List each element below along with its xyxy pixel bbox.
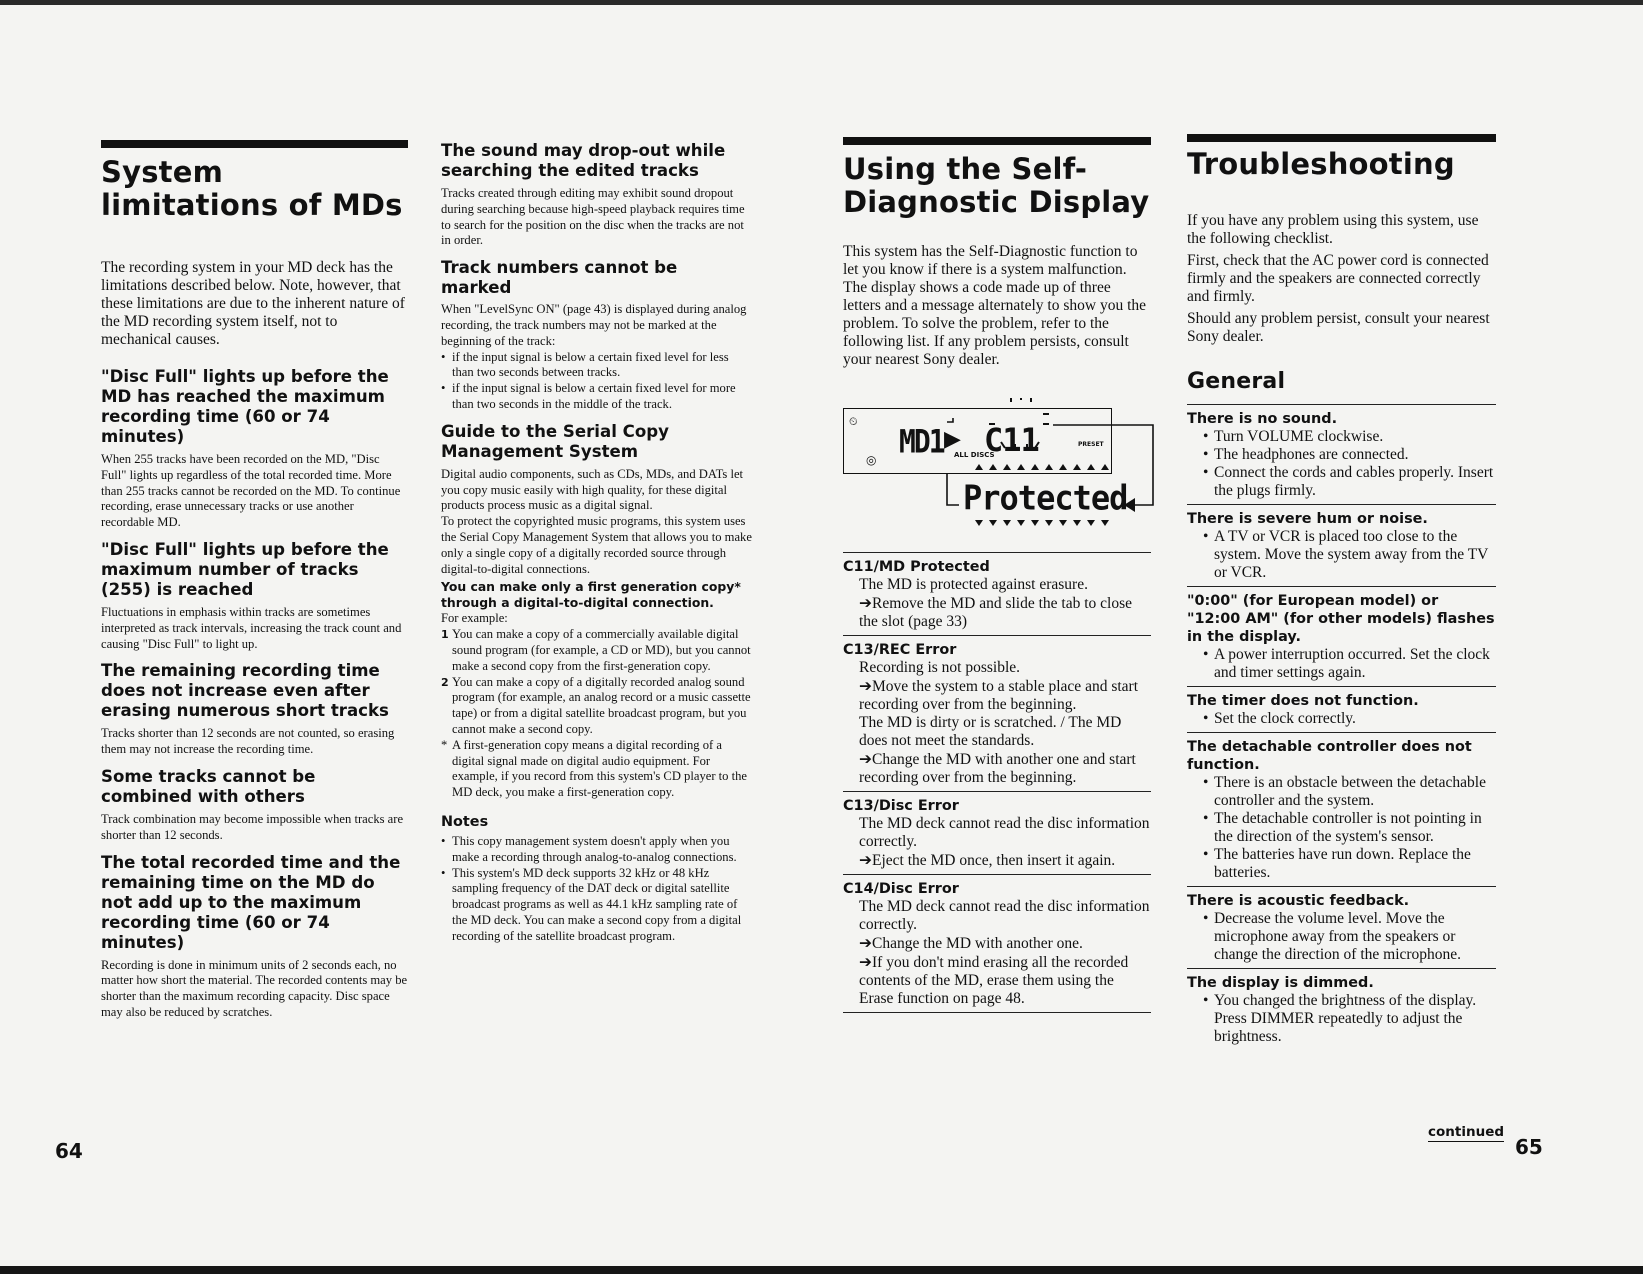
list-item: • The detachable controller is not pointing in the direction of the system's sensor. xyxy=(1203,810,1496,846)
footnote-text: A first-generation copy means a digital recording of a digital signal made on digital audio equipment. For example, if you record from this system's CD player to the MD deck, you make a first-generation copy. xyxy=(452,737,748,800)
error-cause: Recording is not possible. xyxy=(859,659,1021,676)
column-self-diagnostic xyxy=(843,0,1151,369)
list-item: • This system's MD deck supports 32 kHz or 48 kHz sampling frequency of the DAT deck or digital satellite broadcast programs as well as 44.1 kHz sampling rate of the MD deck. You can make a second copy from a digital recording of the satellite broadcast program. xyxy=(441,866,753,945)
list-item: • You changed the brightness of the display. Press DIMMER repeatedly to adjust the brightness. xyxy=(1203,992,1496,1046)
page-bottom-edge xyxy=(0,1266,1643,1274)
column-troubleshooting xyxy=(1187,0,1496,1050)
page-title-system-limitations: System limitations of MDs xyxy=(101,155,403,222)
ts-intro-1: If you have any problem using this system, use the following checklist. xyxy=(1187,212,1479,247)
item-number: 1 xyxy=(441,628,449,642)
disc-icon: ◎ xyxy=(866,453,877,467)
column-sound-and-scms xyxy=(441,0,753,944)
list-item: • Decrease the volume level. Move the microphone away from the speakers or change the direction of the microphone. xyxy=(1203,910,1496,964)
error-cause: The MD deck cannot read the disc information correctly. xyxy=(859,898,1150,933)
error-code-c14-disc xyxy=(843,874,1151,1013)
error-fix xyxy=(843,594,1151,631)
item-text: You can make a copy of a commercially available digital sound program (for example, a CD or MD), but you cannot make a second copy from the first-generation copy. xyxy=(452,627,751,673)
section-disc-full-tracks xyxy=(101,540,408,652)
error-code-heading: C11/MD Protected xyxy=(843,559,990,575)
remedy-list xyxy=(1187,528,1496,582)
problem-display-dimmed xyxy=(1187,969,1496,1050)
problem-controller xyxy=(1187,733,1496,887)
notes-heading: Notes xyxy=(441,813,489,830)
section-heading: The remaining recording time does not increase even after erasing numerous short tracks xyxy=(101,661,389,721)
list-item: • A power interruption occurred. Set the clock and timer settings again. xyxy=(1203,646,1496,682)
section-combine-tracks xyxy=(101,767,408,844)
fix-text: Change the MD with another one. xyxy=(872,935,1083,952)
problem-title: There is acoustic feedback. xyxy=(1187,893,1410,909)
column-system-limitations xyxy=(101,0,408,1021)
error-fix xyxy=(843,750,1151,787)
problem-no-sound xyxy=(1187,405,1496,505)
problem-title: The detachable controller does not function. xyxy=(1187,739,1472,773)
error-code-c13-disc xyxy=(843,791,1151,874)
list-item: • The headphones are connected. xyxy=(1203,446,1496,464)
section-heading-scms: Guide to the Serial Copy Management System xyxy=(441,421,669,461)
list-item: • if the input signal is below a certain fixed level for less than two seconds between tracks. xyxy=(441,350,753,382)
remedy-list xyxy=(1187,710,1496,728)
scms-examples xyxy=(441,627,753,738)
fix-text: Remove the MD and slide the tab to close the slot (page 33) xyxy=(859,595,1132,630)
footnote-mark: * xyxy=(441,737,448,752)
arrow-right-icon: ➔ xyxy=(859,594,872,612)
fix-text: Move the system to a stable place and start recording over from the beginning. xyxy=(859,678,1139,713)
fix-text: Eject the MD once, then insert it again. xyxy=(872,852,1116,869)
display-md1-text: MD1 xyxy=(899,422,944,461)
error-cause: The MD is protected against erasure. xyxy=(859,576,1088,593)
problem-title: The timer does not function. xyxy=(1187,693,1419,709)
section-text: Tracks created through editing may exhibit sound dropout during searching because high-speed playback requires time to search for the position on the disc when the tracks are not in order. xyxy=(441,186,745,248)
error-code-c13-rec xyxy=(843,635,1151,791)
error-cause: The MD is dirty or is scratched. / The MD does not meet the standards. xyxy=(859,714,1122,749)
problem-timer xyxy=(1187,687,1496,733)
page-title-self-diagnostic: Using the Self-Diagnostic Display xyxy=(843,152,1150,219)
ts-intro-3: Should any problem persist, consult your nearest Sony dealer. xyxy=(1187,310,1490,345)
section-heading: The total recorded time and the remaining time on the MD do not add up to the maximum recording time (60 or 74 minutes) xyxy=(101,852,401,952)
error-code-heading: C13/Disc Error xyxy=(843,798,959,814)
arrow-right-icon: ➔ xyxy=(859,953,872,971)
scms-bold-note: You can make only a first generation copy* through a digital-to-digital connection. xyxy=(441,579,741,611)
list-item: • This copy management system doesn't apply when you make a recording through analog-to-analog connections. xyxy=(441,834,753,866)
item-number: 2 xyxy=(441,675,449,689)
display-message-text: Protected xyxy=(963,478,1128,518)
problem-clock-flashes xyxy=(1187,587,1496,687)
problem-title: There is severe hum or noise. xyxy=(1187,511,1428,527)
list-item: • There is an obstacle between the detachable controller and the system. xyxy=(1203,774,1496,810)
remedy-list xyxy=(1187,428,1496,500)
title-rule xyxy=(101,140,408,148)
section-total-time xyxy=(101,853,408,1021)
list-item: • Connect the cords and cables properly. Insert the plugs firmly. xyxy=(1203,464,1496,500)
section-heading: "Disc Full" lights up before the MD has reached the maximum recording time (60 or 74 minutes) xyxy=(101,367,389,446)
section-heading: Some tracks cannot be combined with others xyxy=(101,766,316,806)
section-text: Recording is done in minimum units of 2 seconds each, no matter how short the material. The recorded contents may be shorter than the maximum recording capacity. Disc space may also be reduced by scratches. xyxy=(101,957,408,1019)
intro-text: The recording system in your MD deck has the limitations described below. Note, however, that these limitations are due to the inherent nature of the MD recording system itself, not to mechanical causes. xyxy=(101,259,405,348)
scms-paragraph-1: Digital audio components, such as CDs, MDs, and DATs let you copy music easily with high quality, for these digital products process music as a digital signal. xyxy=(441,466,744,513)
preset-label: PRESET xyxy=(1078,441,1104,448)
arrow-right-icon: ➔ xyxy=(859,851,872,869)
section-heading: "Disc Full" lights up before the maximum number of tracks (255) is reached xyxy=(101,539,389,599)
list-item: • if the input signal is below a certain fixed level for more than two seconds in the middle of the track. xyxy=(441,381,753,413)
display-code-text: C11 xyxy=(984,421,1039,459)
ts-intro-2: First, check that the AC power cord is connected firmly and the speakers are connected correctly and firmly. xyxy=(1187,252,1489,305)
error-code-list xyxy=(843,552,1151,1013)
list-item: • Turn VOLUME clockwise. xyxy=(1203,428,1496,446)
problem-hum-noise xyxy=(1187,505,1496,587)
page-number-right: 65 xyxy=(1515,1135,1543,1159)
error-fix xyxy=(843,953,1151,1008)
arrow-right-icon: ➔ xyxy=(859,750,872,768)
remedy-list xyxy=(1187,774,1496,882)
section-text: When 255 tracks have been recorded on the MD, "Disc Full" lights up regardless of the total recorded time. More than 255 tracks cannot be recorded on the MD. To continue recording, erase unnecessary tracks or use another recordable MD. xyxy=(101,452,401,530)
error-code-c11 xyxy=(843,552,1151,635)
error-fix xyxy=(843,851,1151,870)
section-text: Fluctuations in emphasis within tracks are sometimes interpreted as track intervals, increasing the track count and causing "Disc Full" to light up. xyxy=(101,604,402,651)
title-rule xyxy=(843,137,1151,145)
title-rule xyxy=(1187,134,1496,142)
section-text: Tracks shorter than 12 seconds are not counted, so erasing them may not increase the recording time. xyxy=(101,726,395,757)
list-item: • The batteries have run down. Replace the batteries. xyxy=(1203,846,1496,882)
list-item: • Set the clock correctly. xyxy=(1203,710,1496,728)
problem-title: The display is dimmed. xyxy=(1187,975,1374,991)
all-discs-label: ALL DISCS xyxy=(954,451,995,459)
track-number-conditions xyxy=(441,350,753,413)
item-text: You can make a copy of a digitally recorded analog sound program (for example, an analog record or a music cassette tape) or from a digital satellite broadcast program, but you cannot make a second copy. xyxy=(452,674,751,736)
remedy-list xyxy=(1187,646,1496,682)
error-code-heading: C14/Disc Error xyxy=(843,881,959,897)
error-code-heading: C13/REC Error xyxy=(843,642,957,658)
problem-feedback xyxy=(1187,887,1496,969)
list-item: • A TV or VCR is placed too close to the system. Move the system away from the TV or VCR. xyxy=(1203,528,1496,582)
list-item xyxy=(441,627,753,674)
general-heading: General xyxy=(1187,368,1496,405)
remedy-list xyxy=(1187,992,1496,1046)
section-heading-sound-dropout: The sound may drop-out while searching the edited tracks xyxy=(441,141,726,180)
display-diagram xyxy=(843,398,1173,533)
page-number-left: 64 xyxy=(55,1139,83,1163)
arrow-right-icon: ➔ xyxy=(859,934,872,952)
problem-title: There is no sound. xyxy=(1187,411,1338,427)
error-fix xyxy=(843,934,1151,953)
error-cause: The MD deck cannot read the disc information correctly. xyxy=(859,815,1150,850)
diag-intro-text: This system has the Self-Diagnostic function to let you know if there is a system malfunction. The display shows a code made up of three letters and a message alternately to show you the problem. To solve the problem, refer to the following list. If any problem persists, consult your nearest Sony dealer. xyxy=(843,243,1147,368)
fix-text: Change the MD with another one and start recording over from the beginning. xyxy=(859,751,1136,786)
footnote xyxy=(441,738,753,801)
scms-paragraph-2: To protect the copyrighted music programs, this system uses the Serial Copy Management System that allows you to make only a single copy of a digitally recorded source through digital-to-digital connections. xyxy=(441,514,752,576)
error-fix xyxy=(843,677,1151,714)
page-title-troubleshooting: Troubleshooting xyxy=(1187,147,1455,181)
clock-icon: ⏲ xyxy=(849,415,858,428)
fix-text: If you don't mind erasing all the recorded contents of the MD, erase them using the Erase function on page 48. xyxy=(859,954,1129,1007)
continued-label: continued xyxy=(1428,1124,1505,1140)
section-heading-track-numbers: Track numbers cannot be marked xyxy=(441,258,678,298)
list-item xyxy=(441,675,753,738)
section-remaining-time xyxy=(101,661,408,758)
section-text: Track combination may become impossible when tracks are shorter than 12 seconds. xyxy=(101,811,404,842)
arrow-right-icon: ➔ xyxy=(859,677,872,695)
scms-example-label: For example: xyxy=(441,611,508,626)
play-arrow-icon: ▶ xyxy=(944,427,961,452)
remedy-list xyxy=(1187,910,1496,964)
section-text: When "LevelSync ON" (page 43) is displayed during analog recording, the track numbers may not be marked at the beginning of the track: xyxy=(441,302,747,348)
section-disc-full-time xyxy=(101,367,408,531)
problem-title: "0:00" (for European model) or "12:00 AM" (for other models) flashes in the display. xyxy=(1187,593,1495,645)
notes-list xyxy=(441,834,753,945)
